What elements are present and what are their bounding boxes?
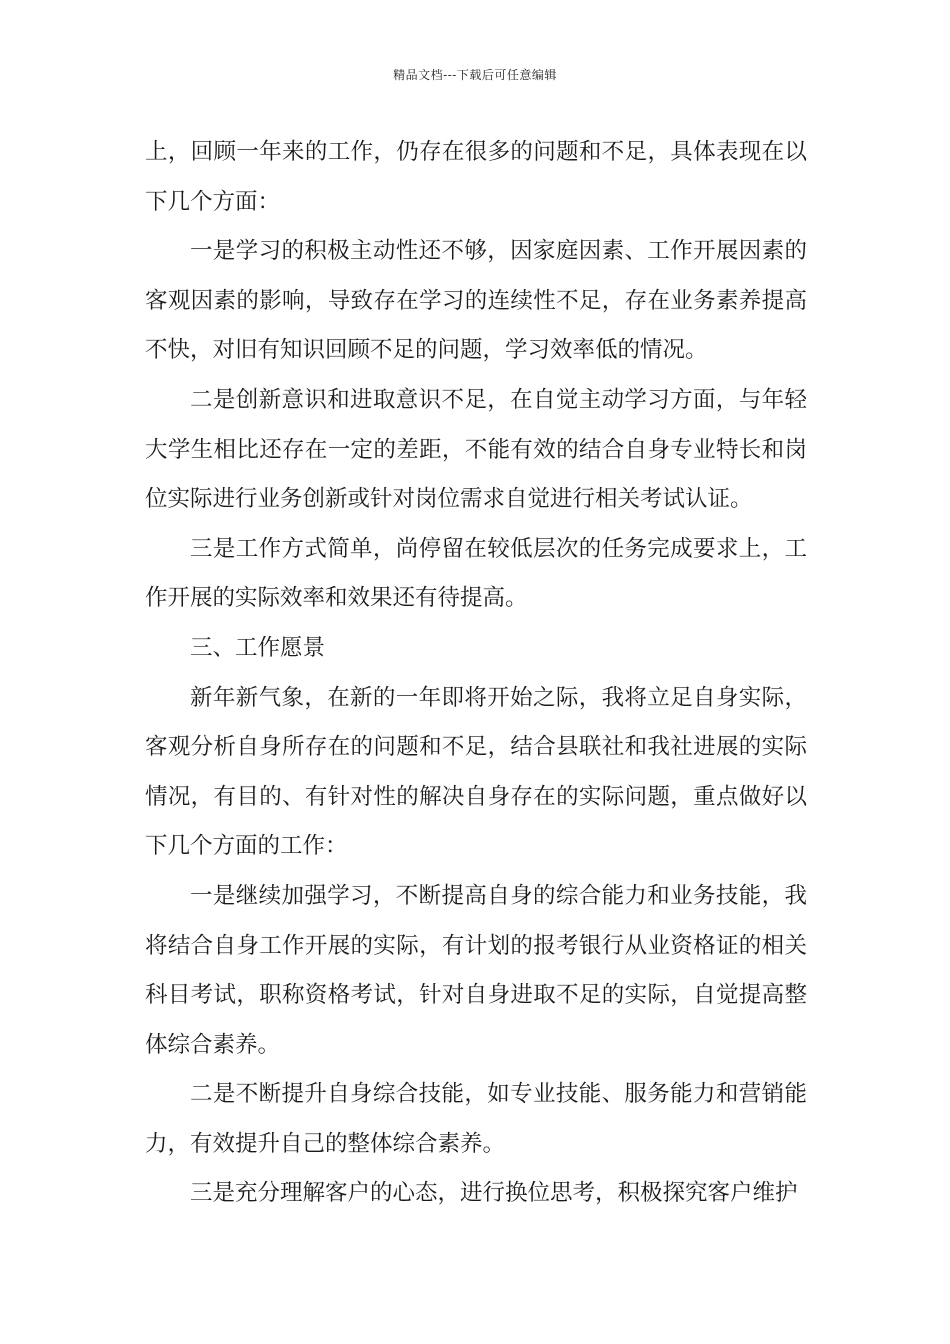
paragraph-problem-three: 三是工作方式简单，尚停留在较低层次的任务完成要求上，工作开展的实际效率和效果还有待提高。 [145,535,807,612]
paragraph-vision-intro: 新年新气象，在新的一年即将开始之际，我将立足自身实际，客观分析自身所存在的问题和不足，结合县联社和我社进展的实际情况，有目的、有针对性的解决自身存在的实际问题，重点做好以下几个方面的工作： [145,684,807,860]
paragraph-plan-three: 三是充分理解客户的心态，进行换位思考，积极探究客户维护 [190,1180,798,1207]
paragraph-plan-two: 二是不断提升自身综合技能，如专业技能、服务能力和营销能力，有效提升自己的整体综合素养。 [145,1081,807,1157]
paragraph-problem-two: 二是创新意识和进取意识不足，在自觉主动学习方面，与年轻大学生相比还存在一定的差距，不能有效的结合自身专业特长和岗位实际进行业务创新或针对岗位需求自觉进行相关考试认证。 [145,386,807,513]
page-header: 精品文档---下载后可任意编辑 [393,68,557,82]
paragraph-continuation: 上，回顾一年来的工作，仍存在很多的问题和不足，具体表现在以下几个方面： [145,139,807,215]
paragraph-plan-one: 一是继续加强学习，不断提高自身的综合能力和业务技能，我将结合自身工作开展的实际，有计划的报考银行从业资格证的相关科目考试，职称资格考试，针对自身进取不足的实际，自觉提高整体综合素养。 [145,882,807,1058]
document-body [145,128,807,1219]
paragraph-problem-one: 一是学习的积极主动性还不够，因家庭因素、工作开展因素的客观因素的影响，导致存在学习的连续性不足，存在业务素养提高不快，对旧有知识回顾不足的问题，学习效率低的情况。 [145,238,807,364]
section-heading: 三、工作愿景 [190,634,326,661]
